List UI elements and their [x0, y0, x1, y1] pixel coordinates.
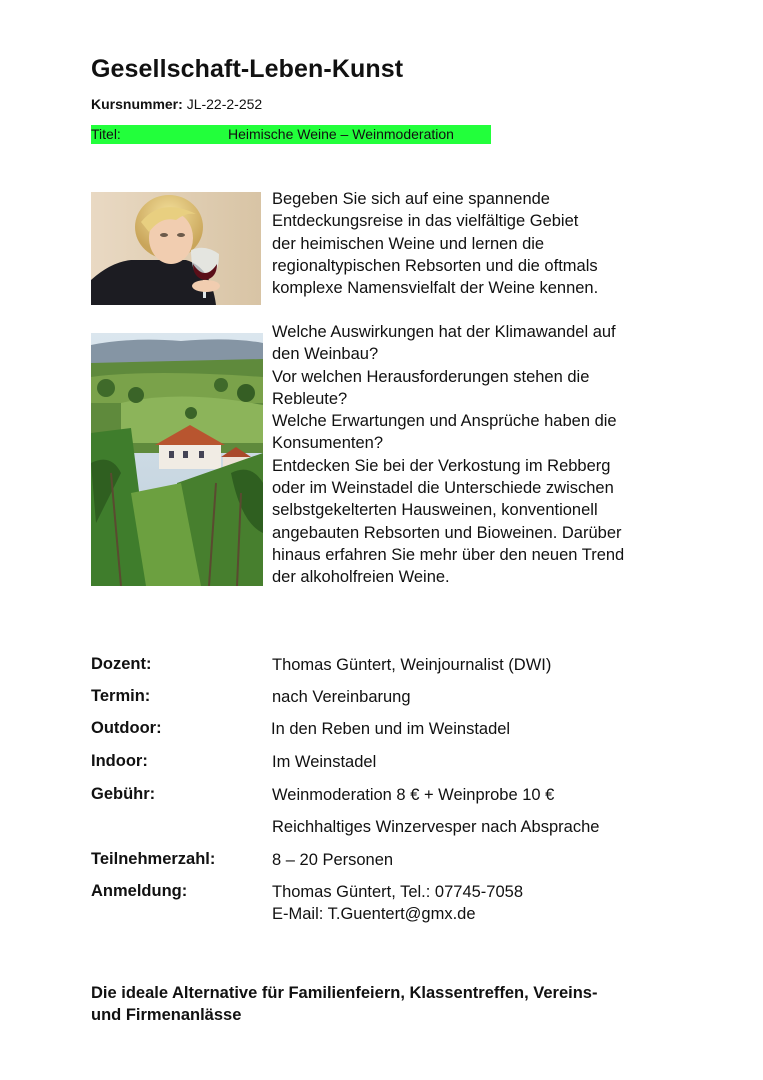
titel-label: Titel: [91, 126, 121, 142]
text-line: Vor welchen Herausforderungen stehen die [272, 367, 590, 386]
footer-tagline [91, 983, 671, 1026]
text-line: angebauten Rebsorten und Bioweinen. Darüber [272, 523, 622, 542]
footer-line: Die ideale Alternative für Familienfeiern, Klassentreffen, Vereins- [91, 984, 598, 1002]
titel-value: Heimische Weine – Weinmoderation [228, 126, 454, 142]
kursnummer-label: Kursnummer: [91, 96, 183, 112]
titel-highlight-bar [91, 125, 491, 144]
dozent-value: Thomas Güntert, Weinjournalist (DWI) [272, 656, 552, 674]
text-line: oder im Weinstadel die Unterschiede zwischen [272, 479, 614, 498]
anmeldung-email: E-Mail: T.Guentert@gmx.de [272, 905, 476, 923]
text-line: regionaltypischen Rebsorten und die oftmals [272, 256, 598, 275]
gebuehr-label: Gebühr: [91, 785, 156, 803]
text-line: Entdeckungsreise in das vielfältige Gebiet [272, 212, 579, 231]
termin-label: Termin: [91, 687, 151, 705]
text-line: der heimischen Weine und lernen die [272, 234, 545, 253]
intro-paragraph-1 [272, 188, 672, 299]
anmeldung-label: Anmeldung: [91, 882, 188, 900]
teilnehmerzahl-label: Teilnehmerzahl: [91, 850, 216, 868]
kursnummer-line [91, 96, 262, 112]
gebuehr-extra: Reichhaltiges Winzervesper nach Absprache [272, 818, 600, 836]
gebuehr-value: Weinmoderation 8 € + Weinprobe 10 € [272, 786, 555, 804]
termin-value: nach Vereinbarung [272, 688, 411, 706]
text-line: Entdecken Sie bei der Verkostung im Rebberg [272, 456, 611, 475]
text-line: Welche Auswirkungen hat der Klimawandel auf [272, 323, 616, 341]
outdoor-value: In den Reben und im Weinstadel [271, 720, 511, 738]
text-line: den Weinbau? [272, 345, 379, 364]
page-title: Gesellschaft-Leben-Kunst [91, 55, 404, 83]
indoor-label: Indoor: [91, 752, 148, 770]
indoor-value: Im Weinstadel [272, 753, 377, 771]
text-line: Konsumenten? [272, 434, 383, 453]
wine-tasting-photo [91, 192, 261, 305]
text-line: hinaus erfahren Sie mehr über den neuen Trend [272, 545, 625, 564]
footer-line: und Firmenanlässe [91, 1005, 242, 1024]
text-line: komplexe Namensvielfalt der Weine kennen. [272, 279, 599, 298]
text-line: der alkoholfreien Weine. [272, 568, 450, 587]
outdoor-label: Outdoor: [91, 719, 162, 737]
text-line: Rebleute? [272, 389, 348, 408]
kursnummer-value: JL-22-2-252 [186, 96, 263, 112]
text-line: Welche Erwartungen und Ansprüche haben die [272, 412, 617, 431]
text-line: selbstgekelterten Hausweinen, konventionell [272, 501, 598, 520]
dozent-label: Dozent: [91, 655, 152, 673]
intro-paragraph-2 [272, 321, 672, 589]
teilnehmerzahl-value: 8 – 20 Personen [272, 851, 394, 869]
anmeldung-phone: Thomas Güntert, Tel.: 07745-7058 [272, 883, 524, 901]
vineyard-landscape-photo [91, 333, 263, 586]
text-line: Begeben Sie sich auf eine spannende [272, 190, 550, 208]
